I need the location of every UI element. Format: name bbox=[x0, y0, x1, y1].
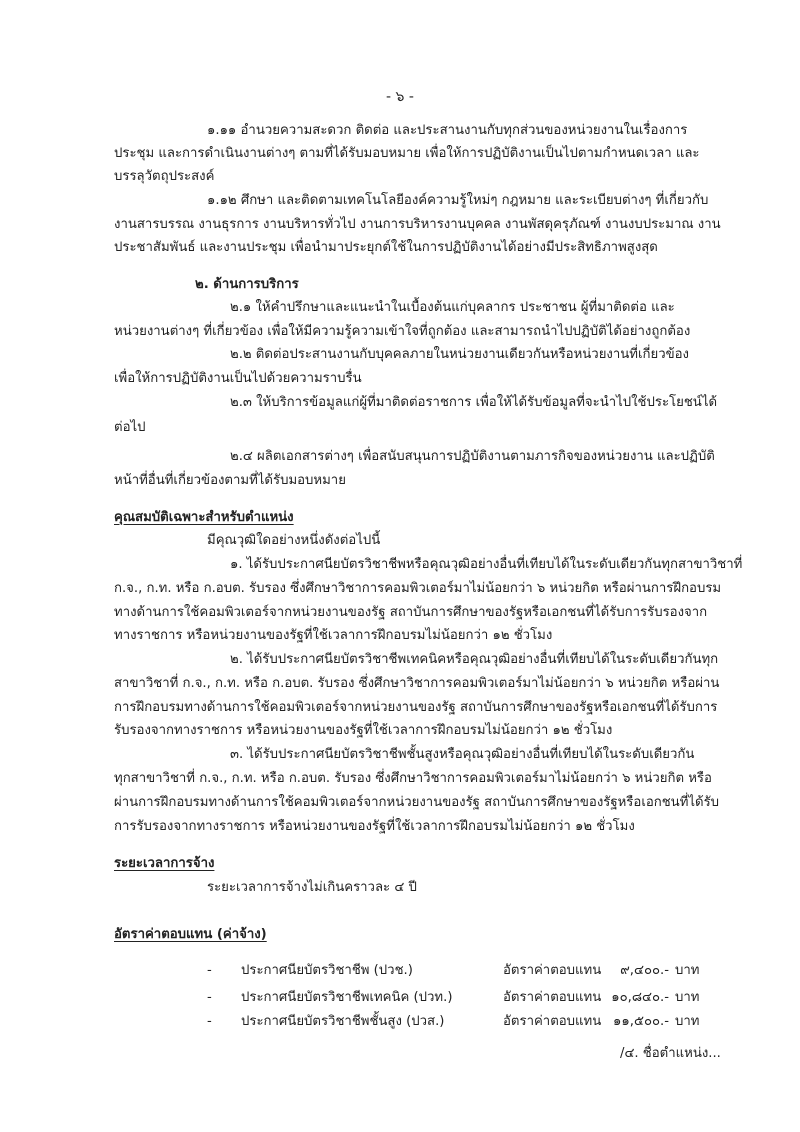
rate-unit: บาท bbox=[675, 1014, 700, 1029]
rate-label: อัตราค่าตอบแทน bbox=[503, 1014, 602, 1029]
qualification-1-line-1: ๑. ได้รับประกาศนียบัตรวิชาชีพหรือคุณวุฒิอย่างอื่นที่เทียบได้ในระดับเดียวกันทุกสาขาวิชาที่ bbox=[230, 557, 743, 572]
item-1-11-line-1: ๑.๑๑ อำนวยความสะดวก ติดต่อ และประสานงานกับทุกส่วนของหน่วยงานในเรื่องการ bbox=[207, 123, 688, 138]
item-1-11-line-3: บรรลุวัตถุประสงค์ bbox=[114, 169, 215, 184]
rate-label: อัตราค่าตอบแทน bbox=[503, 963, 602, 978]
rate-unit: บาท bbox=[675, 990, 700, 1005]
item-2-1-line-2: หน่วยงานต่างๆ ที่เกี่ยวข้อง เพื่อให้มีความรู้ความเข้าใจที่ถูกต้อง และสามารถนำไปปฏิบัติได้อย่างถูกต้อง bbox=[114, 324, 691, 339]
rate-label: อัตราค่าตอบแทน bbox=[503, 990, 602, 1005]
qualification-2-line-4: รับรองจากทางราชการ หรือหน่วยงานของรัฐที่ใช้เวลาการฝึกอบรมไม่น้อยกว่า ๑๒ ชั่วโมง bbox=[114, 723, 613, 738]
item-2-1-line-1: ๒.๑ ให้คำปรึกษาและแนะนำในเบื้องต้นแก่บุคลากร ประชาชน ผู้ที่มาติดต่อ และ bbox=[230, 300, 675, 315]
employment-period-heading: ระยะเวลาการจ้าง bbox=[114, 856, 215, 871]
list-dash: - bbox=[207, 963, 212, 978]
item-1-12-line-1: ๑.๑๒ ศึกษา และติดตามเทคโนโลยีองค์ความรู้ใหม่ๆ กฎหมาย และระเบียบต่างๆ ที่เกี่ยวกับ bbox=[207, 193, 709, 208]
item-1-11-line-2: ประชุม และการดำเนินงานต่างๆ ตามที่ได้รับมอบหมาย เพื่อให้การปฏิบัติงานเป็นไปตามกำหนดเวลา และ bbox=[114, 146, 700, 161]
item-1-12-line-2: งานสารบรรณ งานธุรการ งานบริหารทั่วไป งานการบริหารงานบุคคล งานพัสดุครุภัณฑ์ งานงบประมาณ งาน bbox=[114, 217, 721, 232]
rate-amount: ๑๑,๕๐๐.- bbox=[613, 1014, 669, 1029]
qualification-2-line-1: ๒. ได้รับประกาศนียบัตรวิชาชีพเทคนิคหรือคุณวุฒิอย่างอื่นที่เทียบได้ในระดับเดียวกันทุก bbox=[230, 652, 719, 667]
rate-amount: ๙,๔๐๐.- bbox=[620, 963, 669, 978]
item-2-4-line-2: หน้าที่อื่นที่เกี่ยวข้องตามที่ได้รับมอบหมาย bbox=[114, 473, 346, 488]
qualification-1-line-4: ทางราชการ หรือหน่วยงานของรัฐที่ใช้เวลาการฝึกอบรมไม่น้อยกว่า ๑๒ ชั่วโมง bbox=[114, 628, 553, 643]
qualification-1-line-3: ทางด้านการใช้คอมพิวเตอร์จากหน่วยงานของรัฐ สถาบันการศึกษาของรัฐหรือเอกชนที่ได้รับการรับรองจาก bbox=[114, 605, 708, 620]
qualification-3-line-3: ผ่านการฝึกอบรมทางด้านการใช้คอมพิวเตอร์จากหน่วยงานของรัฐ สถาบันการศึกษาของรัฐหรือเอกชนที่ได้รับ bbox=[114, 795, 720, 810]
employment-period-text: ระยะเวลาการจ้างไม่เกินคราวละ ๔ ปี bbox=[207, 880, 417, 895]
qualification-2-line-3: การฝึกอบรมทางด้านการใช้คอมพิวเตอร์จากหน่วยงานของรัฐ สถาบันการศึกษาของรัฐหรือเอกชนที่ได้รับการ bbox=[114, 700, 718, 715]
qualification-3-line-2: ทุกสาขาวิชาที่ ก.จ., ก.ท. หรือ ก.อบต. รับรอง ซึ่งศึกษาวิชาการคอมพิวเตอร์มาไม่น้อยกว่า ๖ หน่วยกิต หรือ bbox=[114, 771, 712, 786]
qualification-1-line-2: ก.จ., ก.ท. หรือ ก.อบต. รับรอง ซึ่งศึกษาวิชาการคอมพิวเตอร์มาไม่น้อยกว่า ๖ หน่วยกิต หรือผ่านการฝึกอบรม bbox=[114, 581, 722, 596]
item-2-2-line-1: ๒.๒ ติดต่อประสานงานกับบุคคลภายในหน่วยงานเดียวกันหรือหน่วยงานที่เกี่ยวข้อง bbox=[230, 347, 689, 362]
rate-unit: บาท bbox=[675, 963, 700, 978]
item-2-3-line-1: ๒.๓ ให้บริการข้อมูลแก่ผู้ที่มาติดต่อราชการ เพื่อให้ได้รับข้อมูลที่จะนำไปใช้ประโยชน์ได้ bbox=[230, 395, 718, 410]
item-2-2-line-2: เพื่อให้การปฏิบัติงานเป็นไปด้วยความราบรื่น bbox=[114, 371, 362, 386]
section-2-heading: ๒. ด้านการบริการ bbox=[195, 277, 299, 292]
list-dash: - bbox=[207, 1014, 212, 1029]
page-number: - ๖ - bbox=[386, 89, 414, 105]
rate-amount: ๑๐,๘๔๐.- bbox=[611, 990, 669, 1005]
certificate-name: ประกาศนียบัตรวิชาชีพเทคนิค (ปวท.) bbox=[241, 990, 453, 1005]
qualifications-heading: คุณสมบัติเฉพาะสำหรับตำแหน่ง bbox=[114, 510, 294, 525]
qualifications-intro: มีคุณวุฒิใดอย่างหนึ่งดังต่อไปนี้ bbox=[207, 533, 381, 548]
item-1-12-line-3: ประชาสัมพันธ์ และงานประชุม เพื่อนำมาประยุกต์ใช้ในการปฏิบัติงานได้อย่างมีประสิทธิภาพสูงสุด bbox=[114, 240, 658, 255]
item-2-4-line-1: ๒.๔ ผลิตเอกสารต่างๆ เพื่อสนับสนุนการปฏิบัติงานตามภารกิจของหน่วยงาน และปฏิบัติ bbox=[230, 449, 715, 464]
qualification-3-line-4: การรับรองจากทางราชการ หรือหน่วยงานของรัฐที่ใช้เวลาการฝึกอบรมไม่น้อยกว่า ๑๒ ชั่วโมง bbox=[114, 819, 635, 834]
qualification-2-line-2: สาขาวิชาที่ ก.จ., ก.ท. หรือ ก.อบต. รับรอง ซึ่งศึกษาวิชาการคอมพิวเตอร์มาไม่น้อยกว่า ๖ หน่วยกิต หรือผ่าน bbox=[114, 676, 720, 691]
qualification-3-line-1: ๓. ได้รับประกาศนียบัตรวิชาชีพชั้นสูงหรือคุณวุฒิอย่างอื่นที่เทียบได้ในระดับเดียวกัน bbox=[230, 747, 695, 762]
list-dash: - bbox=[207, 990, 212, 1005]
compensation-heading: อัตราค่าตอบแทน (ค่าจ้าง) bbox=[114, 927, 267, 942]
certificate-name: ประกาศนียบัตรวิชาชีพชั้นสูง (ปวส.) bbox=[241, 1014, 445, 1029]
continuation-marker: /๔. ชื่อตำแหน่ง... bbox=[620, 1046, 721, 1061]
certificate-name: ประกาศนียบัตรวิชาชีพ (ปวช.) bbox=[241, 963, 413, 978]
item-2-3-line-2: ต่อไป bbox=[114, 420, 146, 435]
